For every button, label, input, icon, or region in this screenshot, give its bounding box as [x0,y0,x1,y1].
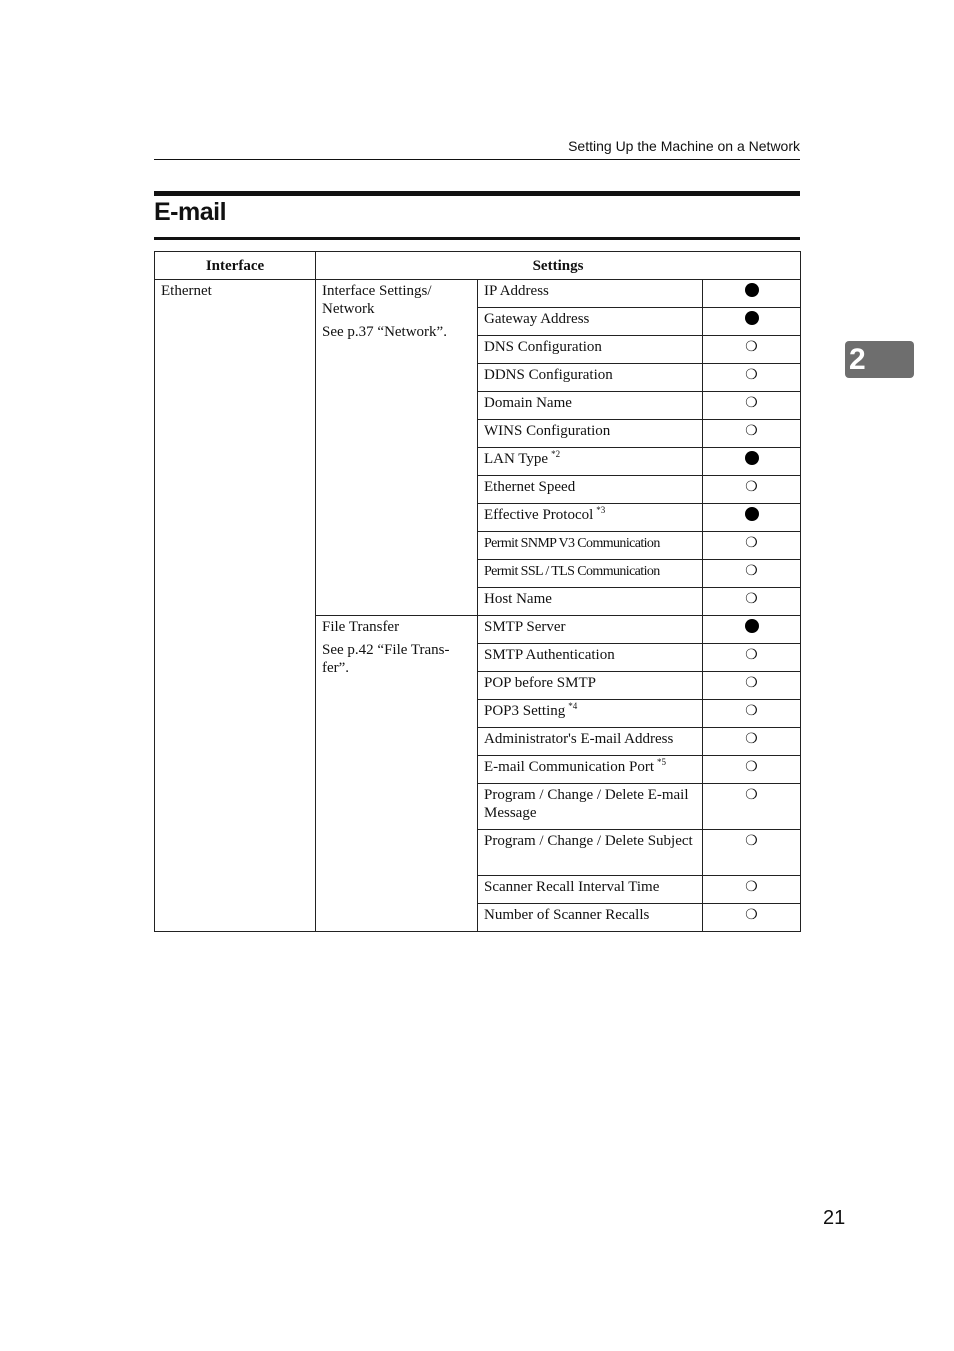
table-header-row [155,252,801,280]
optional-open-circle-icon: ❍ [745,563,758,579]
title-rule-top [154,191,800,196]
settings-table [154,251,801,932]
setting-name: Permit SNMP V3 Communication [484,536,660,551]
setting-name-cell [478,904,703,932]
required-filled-circle-icon [745,507,759,521]
title-rule-bottom [154,237,800,240]
setting-name-cell [478,420,703,448]
setting-name-cell [478,560,703,588]
requirement-cell [703,876,801,904]
requirement-cell [703,280,801,308]
required-filled-circle-icon [745,619,759,633]
setting-name: Gateway Address [484,311,590,327]
setting-name-cell [478,616,703,644]
optional-open-circle-icon: ❍ [745,339,758,355]
optional-open-circle-icon: ❍ [745,731,758,747]
setting-name: LAN Type [484,451,549,467]
setting-name-cell [478,308,703,336]
setting-name-cell [478,672,703,700]
setting-name: Administrator's E-mail Address [484,731,674,747]
settings-group-reference: See p.37 “Network”. [322,324,447,340]
optional-open-circle-icon: ❍ [745,395,758,411]
footnote-ref: *2 [551,449,561,459]
setting-name-cell [478,448,703,476]
optional-open-circle-icon: ❍ [745,479,758,495]
setting-name: POP3 Setting [484,703,566,719]
setting-name: SMTP Authentication [484,647,615,663]
setting-name: DNS Configuration [484,339,602,355]
setting-name-cell [478,336,703,364]
requirement-cell [703,392,801,420]
setting-name: Effective Protocol [484,507,594,523]
interface-cell: Ethernet [155,280,316,932]
optional-open-circle-icon: ❍ [745,367,758,383]
optional-open-circle-icon: ❍ [745,535,758,551]
settings-group-cell [316,616,478,932]
setting-name-cell [478,280,703,308]
setting-name: E-mail Communication Port [484,759,654,775]
setting-name: Program / Change / Delete E-mail Message [484,787,689,821]
setting-name: DDNS Configuration [484,367,613,383]
requirement-cell [703,476,801,504]
requirement-cell [703,672,801,700]
footnote-ref: *4 [568,701,578,711]
requirement-cell [703,308,801,336]
optional-open-circle-icon: ❍ [745,879,758,895]
chapter-number: 2 [849,343,866,376]
setting-name-cell [478,756,703,784]
setting-name-cell [478,364,703,392]
table-row [155,280,801,308]
setting-name-cell [478,830,703,876]
optional-open-circle-icon: ❍ [745,833,758,849]
requirement-cell [703,756,801,784]
setting-name-cell [478,476,703,504]
setting-name-cell [478,700,703,728]
setting-name: Number of Scanner Recalls [484,907,650,923]
optional-open-circle-icon: ❍ [745,647,758,663]
running-header: Setting Up the Machine on a Network [568,138,800,154]
chapter-tab [845,341,914,378]
optional-open-circle-icon: ❍ [745,423,758,439]
setting-name: WINS Configuration [484,423,611,439]
optional-open-circle-icon: ❍ [745,907,758,923]
requirement-cell [703,728,801,756]
setting-name: SMTP Server [484,619,566,635]
required-filled-circle-icon [745,283,759,297]
requirement-cell [703,700,801,728]
optional-open-circle-icon: ❍ [745,787,758,803]
requirement-cell [703,336,801,364]
optional-open-circle-icon: ❍ [745,759,758,775]
setting-name: Host Name [484,591,552,607]
settings-header: Settings [316,252,801,280]
setting-name: Domain Name [484,395,572,411]
page-number: 21 [823,1207,846,1229]
setting-name: Program / Change / Delete Subject [484,833,693,849]
required-filled-circle-icon [745,311,759,325]
requirement-cell [703,784,801,830]
settings-group-reference: See p.42 “File Trans-fer”. [322,642,450,676]
setting-name-cell [478,588,703,616]
requirement-cell [703,644,801,672]
requirement-cell [703,504,801,532]
footnote-ref: *3 [596,505,606,515]
interface-header: Interface [155,252,316,280]
setting-name: IP Address [484,283,549,299]
setting-name: Ethernet Speed [484,479,576,495]
settings-group-cell [316,280,478,616]
setting-name: POP before SMTP [484,675,596,691]
setting-name-cell [478,784,703,830]
requirement-cell [703,448,801,476]
requirement-cell [703,588,801,616]
section-title: E-mail [154,198,227,226]
requirement-cell [703,420,801,448]
requirement-cell [703,364,801,392]
requirement-cell [703,532,801,560]
optional-open-circle-icon: ❍ [745,675,758,691]
settings-group-name: File Transfer [322,619,400,635]
requirement-cell [703,904,801,932]
optional-open-circle-icon: ❍ [745,703,758,719]
setting-name-cell [478,644,703,672]
footnote-ref: *5 [656,757,666,767]
setting-name-cell [478,876,703,904]
header-rule [154,159,800,160]
requirement-cell [703,560,801,588]
setting-name: Permit SSL / TLS Communication [484,564,660,579]
setting-name-cell [478,392,703,420]
optional-open-circle-icon: ❍ [745,591,758,607]
table-body [155,280,801,932]
setting-name-cell [478,504,703,532]
required-filled-circle-icon [745,451,759,465]
requirement-cell [703,616,801,644]
setting-name: Scanner Recall Interval Time [484,879,660,895]
settings-group-name: Interface Settings/ Network [322,283,432,317]
setting-name-cell [478,532,703,560]
setting-name-cell [478,728,703,756]
requirement-cell [703,830,801,876]
